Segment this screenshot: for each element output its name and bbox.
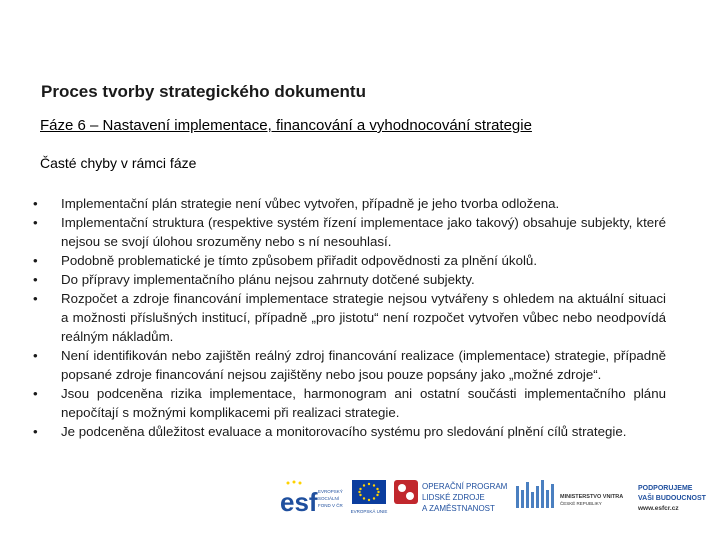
list-item-text: Do přípravy implementačního plánu nejsou zahrnuty dotčené subjekty.: [61, 272, 475, 287]
esf-caption-line3: FOND V ČR: [318, 503, 343, 508]
esf-logo: [278, 478, 346, 518]
bullet-icon: •: [33, 253, 38, 268]
bullet-icon: •: [33, 272, 38, 287]
slide-title: Proces tvorby strategického dokumentu: [41, 82, 366, 101]
bullet-icon: •: [33, 348, 38, 363]
op-program-line3: A ZAMĚSTNANOST: [422, 504, 495, 513]
op-program-line2: LIDSKÉ ZDROJE: [422, 493, 485, 502]
esf-caption-line2: SOCIÁLNÍ: [318, 496, 340, 501]
op-program-line1: OPERAČNÍ PROGRAM: [422, 482, 508, 491]
esf-caption-line1: EVROPSKÝ: [318, 489, 343, 494]
list-item: [33, 270, 666, 289]
support-url: www.esfcr.cz: [638, 505, 679, 512]
list-item-text: Implementační plán strategie není vůbec vytvořen, případně je jeho tvorba odložena.: [61, 196, 560, 211]
list-item-text: Podobně problematické je tímto způsobem přiřadit odpovědnosti za plnění úkolů.: [61, 253, 538, 268]
list-item-text: Není identifikován nebo zajištěn reálný zdroj financování realizace (implementace) strategie, případně popsané zdroje financování nejsou zajištěny nebo jsou pouze popsány jako „možné zdroje“.: [61, 348, 666, 382]
error-list: [33, 194, 666, 441]
support-line1: PODPORUJEME: [638, 485, 693, 492]
ministry-line1: MINISTERSTVO VNITRA: [560, 494, 624, 500]
list-item: [33, 422, 666, 441]
bullet-icon: •: [33, 215, 38, 230]
ministry-line2: ČESKÉ REPUBLIKY: [560, 501, 602, 506]
list-item: [33, 251, 666, 270]
list-item-text: Je podceněna důležitost evaluace a monitorovacího systému pro sledování plnění cílů strategie.: [61, 424, 627, 439]
list-item-text: Implementační struktura (respektive systém řízení implementace jako takový) obsahuje subjekty, které nejsou se svojí úlohou srozuměny nebo s ní nesouhlasí.: [61, 215, 666, 249]
footer-logos: [278, 476, 714, 520]
bullet-icon: •: [33, 291, 38, 306]
section-subheading: Časté chyby v rámci fáze: [40, 155, 197, 171]
support-line2: VAŠI BUDOUCNOST: [638, 495, 706, 502]
support-logo: [638, 480, 714, 516]
ministry-logo: [516, 480, 628, 516]
phase-heading: Fáze 6 – Nastavení implementace, financování a vyhodnocování strategie: [40, 117, 532, 134]
op-program-logo: [394, 480, 514, 518]
eu-flag-icon: [348, 480, 390, 518]
eu-caption: EVROPSKÁ UNIE: [350, 509, 388, 514]
bullet-icon: •: [33, 386, 38, 401]
list-item: [33, 213, 666, 251]
bullet-icon: •: [33, 196, 38, 211]
esf-logo-text: esf: [280, 487, 318, 517]
list-item: [33, 194, 666, 213]
list-item: [33, 384, 666, 422]
list-item: [33, 289, 666, 346]
list-item-text: Jsou podceněna rizika implementace, harmonogram ani ostatní součásti implementačního plánu nepočítají s možnými komplikacemi při realizaci strategie.: [61, 386, 666, 420]
list-item: [33, 346, 666, 384]
bullet-icon: •: [33, 424, 38, 439]
list-item-text: Rozpočet a zdroje financování implementace strategie nejsou vytvářeny s ohledem na aktuální situaci a možnosti příslušných institucí, případně „pro jistotu“ není rozpočet vytvořen vůbec nebo neodpovídá reálným nákladům.: [61, 291, 666, 344]
